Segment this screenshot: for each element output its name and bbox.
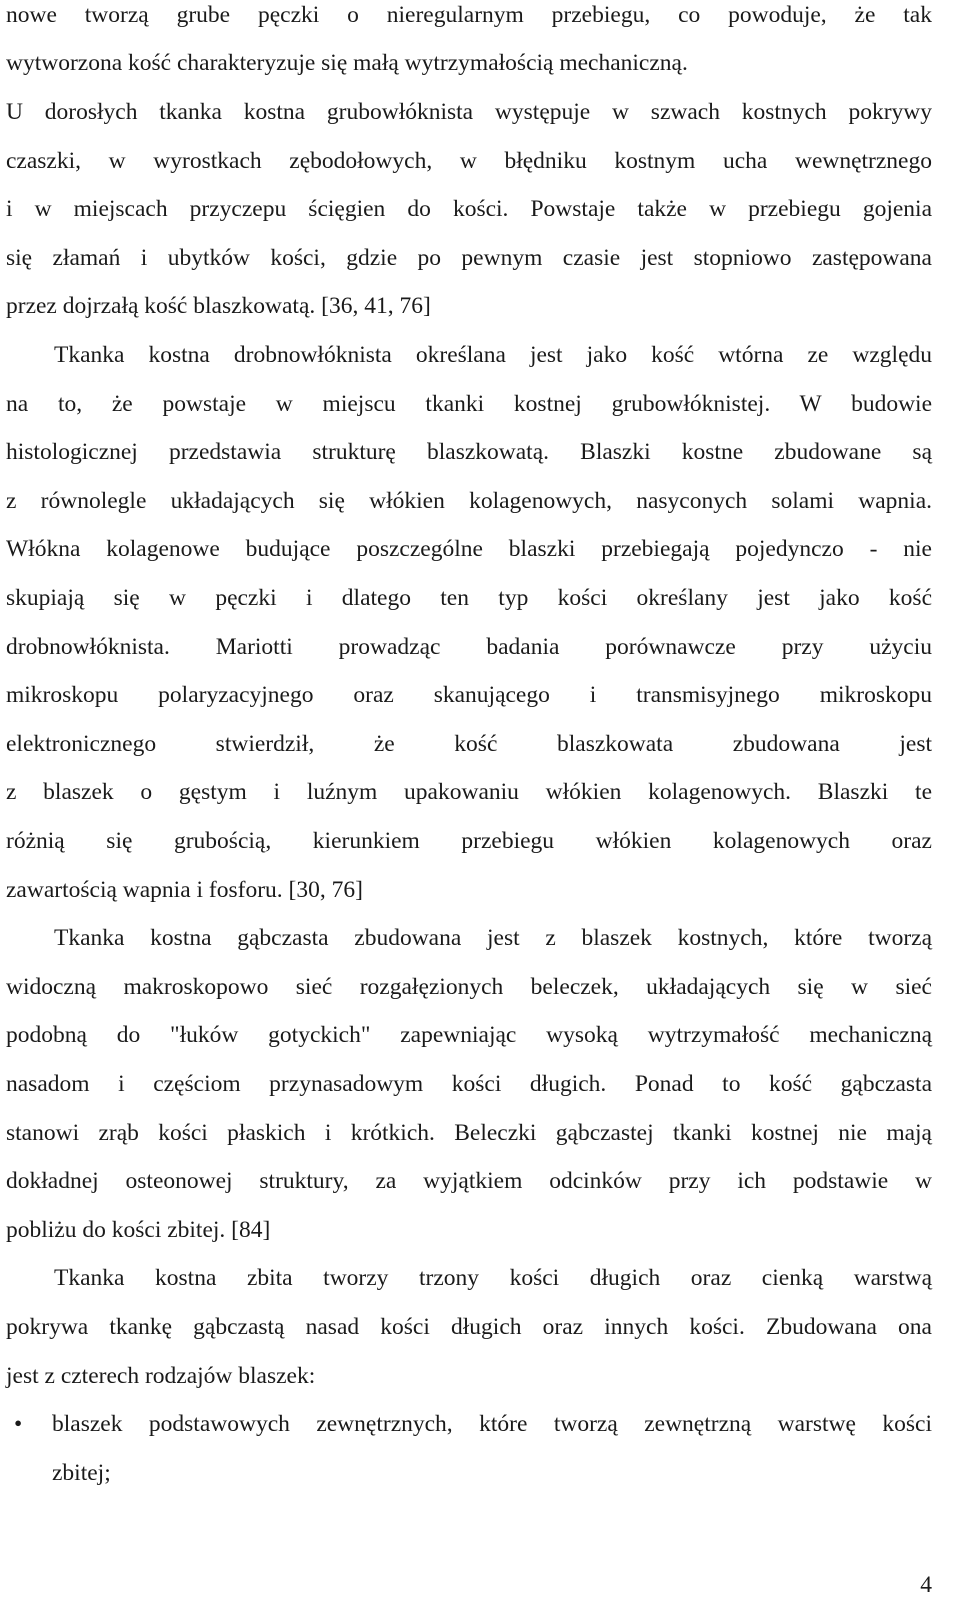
text-line: U dorosłych tkanka kostna grubowłóknista występuje w szwach kostnych pokrywy [6,99,932,125]
text-line: pobliżu do kości zbitej. [84] [6,1217,271,1243]
text-line: histologicznej przedstawia strukturę blaszkowatą. Blaszki kostne zbudowane są [6,439,932,465]
text-line: elektronicznego stwierdził, że kość blaszkowata zbudowana jest [6,731,932,757]
bullet-marker: • [14,1411,23,1437]
text-line: drobnowłóknista. Mariotti prowadząc badania porównawcze przy użyciu [6,634,932,660]
text-line: mikroskopu polaryzacyjnego oraz skanującego i transmisyjnego mikroskopu [6,682,932,708]
text-line: na to, że powstaje w miejscu tkanki kostnej grubowłóknistej. W budowie [6,391,932,417]
text-line: pokrywa tkankę gąbczastą nasad kości długich oraz innych kości. Zbudowana ona [6,1314,932,1340]
text-line: stanowi zrąb kości płaskich i krótkich. Beleczki gąbczastej tkanki kostnej nie mają [6,1120,932,1146]
text-line: jest z czterech rodzajów blaszek: [6,1363,316,1389]
bullet-line: blaszek podstawowych zewnętrznych, które tworzą zewnętrzną warstwę kości [52,1411,932,1437]
text-line: różnią się grubością, kierunkiem przebiegu włókien kolagenowych oraz [6,828,932,854]
text-line: i w miejscach przyczepu ścięgien do kości. Powstaje także w przebiegu gojenia [6,196,932,222]
page-number: 4 [920,1572,932,1598]
text-line: czaszki, w wyrostkach zębodołowych, w błędniku kostnym ucha wewnętrznego [6,148,932,174]
text-line: Włókna kolagenowe budujące poszczególne blaszki przebiegają pojedynczo - nie [6,536,932,562]
text-line: skupiają się w pęczki i dlatego ten typ kości określany jest jako kość [6,585,932,611]
text-line: z równolegle układających się włókien kolagenowych, nasyconych solami wapnia. [6,488,932,514]
text-line: nowe tworzą grube pęczki o nieregularnym przebiegu, co powoduje, że tak [6,2,932,28]
text-line: podobną do "łuków gotyckich" zapewniając wysoką wytrzymałość mechaniczną [6,1022,932,1048]
text-line: Tkanka kostna drobnowłóknista określana jest jako kość wtórna ze względu [54,342,932,368]
text-line: nasadom i częściom przynasadowym kości długich. Ponad to kość gąbczasta [6,1071,932,1097]
text-line: z blaszek o gęstym i luźnym upakowaniu włókien kolagenowych. Blaszki te [6,779,932,805]
text-line: dokładnej osteonowej struktury, za wyjątkiem odcinków przy ich podstawie w [6,1168,932,1194]
text-line: się złamań i ubytków kości, gdzie po pewnym czasie jest stopniowo zastępowana [6,245,932,271]
text-line: przez dojrzałą kość blaszkowatą. [36, 41, 76] [6,293,431,319]
text-line: widoczną makroskopowo sieć rozgałęzionych beleczek, układających się w sieć [6,974,932,1000]
text-line: zawartością wapnia i fosforu. [30, 76] [6,877,363,903]
text-line: Tkanka kostna gąbczasta zbudowana jest z blaszek kostnych, które tworzą [54,925,932,951]
bullet-line: zbitej; [52,1460,111,1486]
text-line: wytworzona kość charakteryzuje się małą wytrzymałością mechaniczną. [6,50,688,76]
text-line: Tkanka kostna zbita tworzy trzony kości długich oraz cienką warstwą [54,1265,932,1291]
